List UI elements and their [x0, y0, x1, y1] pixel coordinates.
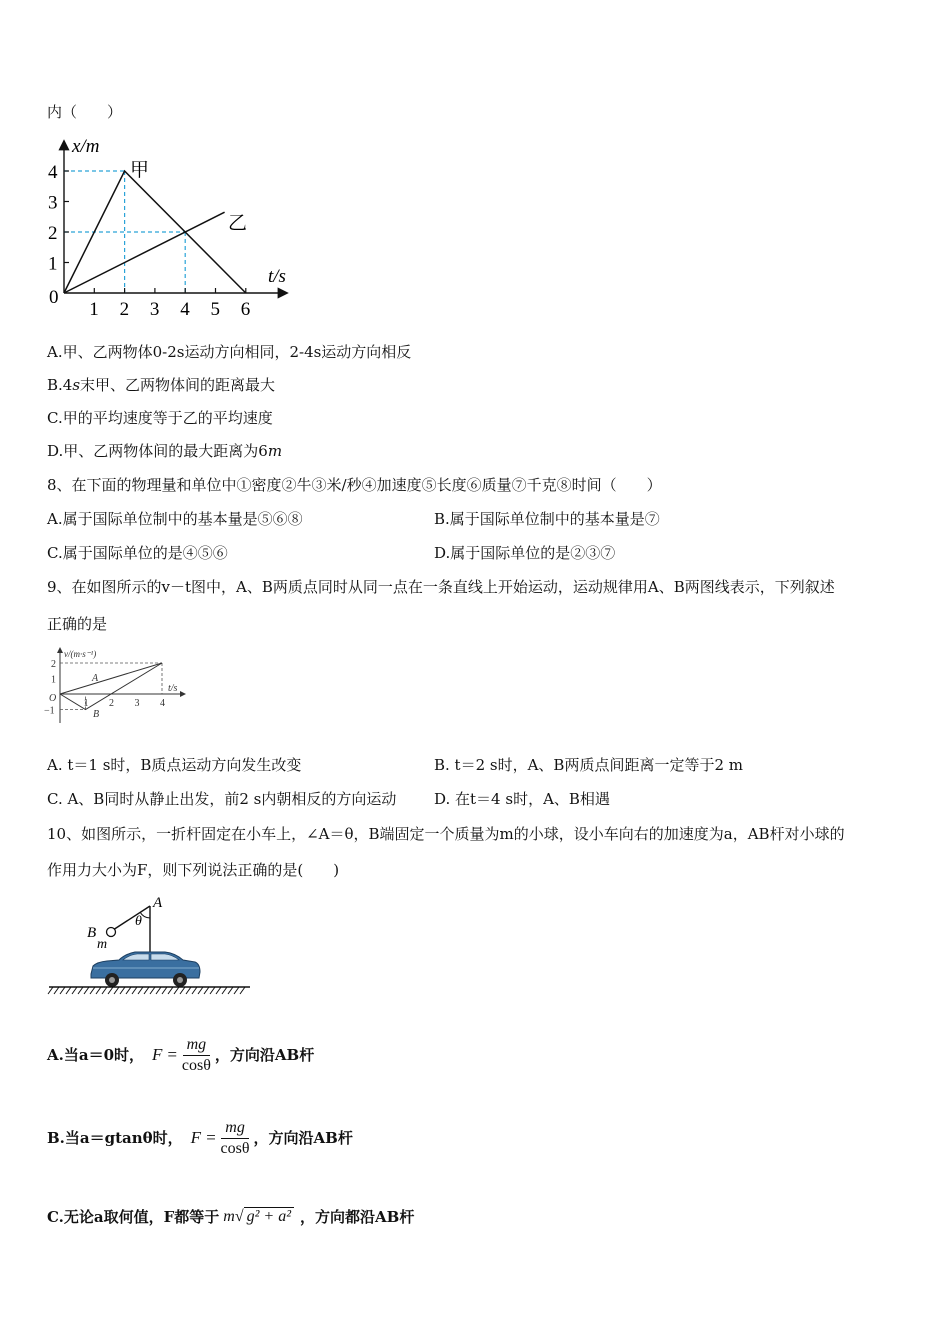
q7-y-tick-label: 2 [48, 223, 58, 244]
q7-x-tick-label: 3 [149, 299, 160, 320]
q10-label-b: B [87, 925, 97, 941]
q7-x-tick-label: 2 [119, 299, 130, 320]
q9-y-label: v/(m·s⁻¹) [64, 649, 97, 659]
q10-option-a-pre: A.当a＝0时， [47, 1046, 145, 1064]
q9-y-tick-label: 2 [51, 659, 56, 670]
q9-option-a: A. t＝1 s时，B质点运动方向发生改变 [47, 756, 302, 774]
q7-y-tick-label: 4 [48, 162, 58, 183]
q9-option-b: B. t＝2 s时，A、B两质点间距离一定等于2 m [434, 756, 743, 774]
q7-origin-label: 0 [49, 287, 59, 308]
q9-x-tick-label: 2 [109, 698, 114, 709]
q7-y-tick-label: 3 [48, 192, 58, 214]
formula-den: cosθ [181, 1056, 211, 1074]
q7-stem-tail: 内（ ） [47, 103, 123, 121]
q9-series-line-a [60, 663, 162, 694]
q8-option-c: C.属于国际单位的是④⑤⑥ [47, 544, 228, 562]
q10-stem-line2: 作用力大小为F，则下列说法正确的是( ) [47, 861, 340, 879]
q10-option-c-post: ，方向都沿AB杆 [300, 1208, 415, 1226]
q10-option-b-pre: B.当a＝gtanθ时， [47, 1129, 183, 1147]
formula-eq: = [166, 1045, 178, 1064]
q7-label-jia: 甲 [130, 160, 150, 181]
formula-f: F [190, 1128, 202, 1147]
formula-num: mg [183, 1035, 211, 1056]
q7-series-line-yi [64, 212, 225, 293]
q10-option-c [47, 1200, 414, 1234]
formula-num: mg [221, 1118, 249, 1139]
q7-y-tick-label: 1 [48, 253, 58, 275]
q10-label-a: A [153, 895, 163, 911]
q9-option-c: C. A、B同时从静止出发，前2 s内朝相反的方向运动 [47, 790, 397, 808]
q7-x-tick-label: 5 [210, 299, 220, 320]
q7-y-label: x/m [72, 136, 100, 157]
q7-xt-graph [40, 130, 300, 325]
q8-option-b: B.属于国际单位制中的基本量是⑦ [434, 510, 660, 528]
q8-option-d: D.属于国际单位的是②③⑦ [434, 544, 616, 562]
q9-x-label: t/s [168, 683, 178, 694]
formula-fraction [221, 1118, 250, 1159]
q9-vt-graph [40, 645, 190, 727]
formula-den: cosθ [220, 1139, 250, 1157]
q9-stem-line2: 正确的是 [47, 615, 108, 633]
ground-hatch [48, 987, 245, 994]
q10-label-theta: θ [135, 914, 142, 929]
q7-option-b-part1: B.4 [47, 376, 73, 394]
q9-stem-line1: 9、在如图所示的v－t图中，A、B两质点同时从同一点在一条直线上开始运动，运动规律用A、B两图线表示，下列叙述 [47, 578, 835, 596]
q7-x-tick-label: 4 [180, 299, 190, 320]
car-icon [91, 952, 200, 987]
q10-cart-figure [45, 892, 260, 1002]
q9-label-b: B [93, 709, 100, 720]
q9-y-tick-label: −1 [44, 705, 55, 717]
formula-sqrt: m√ g² + a² [223, 1207, 294, 1227]
q7-x-tick-label: 6 [240, 299, 251, 320]
q10-option-b-post: ，方向沿AB杆 [253, 1129, 353, 1147]
q7-option-d-part1: D.甲、乙两物体间的最大距离为6 [47, 442, 268, 460]
q10-option-a-post: ，方向沿AB杆 [214, 1046, 315, 1064]
q9-x-tick-label: 1 [83, 698, 89, 709]
q9-y-tick-label: 1 [51, 674, 56, 686]
q10-option-a [47, 1030, 314, 1080]
q8-option-a: A.属于国际单位制中的基本量是⑤⑥⑧ [47, 510, 303, 528]
q7-option-a: A.甲、乙两物体0-2s运动方向相同，2-4s运动方向相反 [47, 343, 412, 361]
q9-origin-label: O [49, 693, 57, 704]
q10-label-m: m [97, 937, 108, 952]
formula-eq: = [205, 1128, 217, 1147]
q7-option-c: C.甲的平均速度等于乙的平均速度 [47, 409, 273, 427]
formula-fraction [182, 1035, 211, 1076]
q7-x-label: t/s [268, 266, 286, 287]
q9-x-tick-label: 4 [160, 698, 165, 709]
ball-icon [107, 928, 116, 937]
q10-option-b [47, 1113, 353, 1163]
q7-option-b-part2: 末甲、乙两物体间的距离最大 [80, 376, 276, 394]
rod-ab [113, 906, 150, 930]
q9-label-a: A [92, 673, 99, 684]
formula-m: m [223, 1208, 235, 1225]
formula-radicand: g² + a² [244, 1207, 294, 1225]
formula-f: F [152, 1045, 163, 1064]
q7-option-b-unit: s [72, 376, 81, 394]
q10-stem-line1: 10、如图所示，一折杆固定在小车上，∠A＝θ，B端固定一个质量为m的小球，设小车向右的加速度为a，AB杆对小球的 [47, 825, 845, 843]
q9-x-tick-label: 3 [134, 698, 140, 709]
q10-option-c-pre: C.无论a取何值，F都等于 [47, 1208, 220, 1226]
q7-option-d [47, 441, 282, 461]
q8-stem: 8、在下面的物理量和单位中①密度②牛③米/秒④加速度⑤长度⑥质量⑦千克⑧时间（ ） [47, 476, 662, 494]
q7-series-line-jia [64, 171, 246, 293]
q7-label-yi: 乙 [228, 213, 248, 234]
q9-option-d: D. 在t＝4 s时，A、B相遇 [434, 790, 610, 808]
q7-option-d-unit: m [267, 442, 283, 460]
q7-x-tick-label: 1 [89, 299, 99, 320]
q7-option-b [47, 375, 275, 395]
